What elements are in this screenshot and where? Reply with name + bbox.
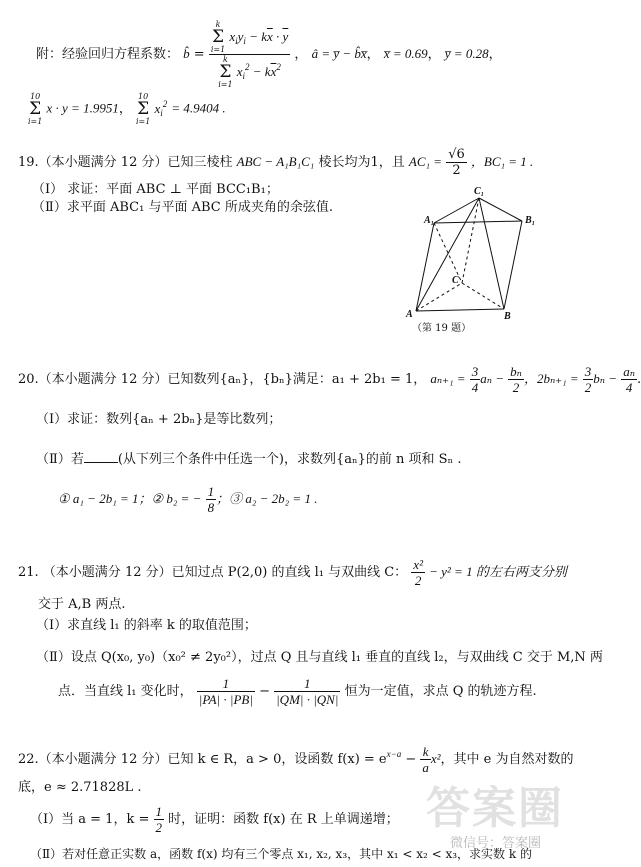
equals: =	[189, 47, 209, 62]
label-b: B	[504, 311, 511, 322]
b-hat-fraction: k Σ i=1 $x_iy_i - k\overline{x} \cdot \overline{y}$ k Σ i=1 $x_i^2 - k\overline{x}^2$	[210, 20, 289, 89]
label-c1: C₁	[474, 186, 485, 197]
edge-cb-dashed	[462, 283, 504, 309]
sum-x2: = 4.9404 .	[171, 100, 226, 116]
edge-c1b	[479, 198, 504, 309]
q22-part2: （Ⅱ）若对任意正实数 a，函数 f(x) 均有三个零点 x₁, x₂, x₃，其中 x₁ < x₂ < x₃，求实数 k 的	[30, 847, 532, 861]
label-c: C	[452, 275, 459, 286]
edge-b1b	[504, 221, 522, 309]
edge-ab	[416, 309, 504, 311]
q19-part1: （Ⅰ） 求证：平面 ABC ⊥ 平面 BCC₁B₁；	[32, 182, 279, 197]
edge-cc1-dashed	[462, 198, 479, 283]
watermark-big: 答案圈	[426, 783, 564, 834]
q22-head: 22.（本小题满分 12 分）已知 k ∈ R，a > 0，设函数 $f(x) = e^{x-a}$ − $\frac{k}{a}$ x²，其中 e 为自然对数的	[18, 744, 574, 775]
q20-head: 20.（本小题满分 12 分）已知数列{aₙ}，{bₙ}满足：a₁ + 2b₁ = 1， aₙ₊₁ = $\frac{3}{4}$ aₙ − $\frac{\text{bₙ}}{2}$ ，2bₙ₊₁ = $\frac{3}{2}$ bₙ − $\frac{\text{aₙ}}{4}$ .	[18, 364, 641, 395]
q20-part2: （Ⅱ）若 (从下列三个条件中任选一个)，求数列{aₙ}的前 n 项和 Sₙ .	[36, 452, 462, 467]
q19-part2: （Ⅱ）求平面 ABC₁ 与平面 ABC 所成夹角的余弦值.	[32, 200, 333, 215]
formula-prefix: 附：经验回归方程系数：	[36, 47, 180, 62]
sum-xy: x · y = 1.9951	[46, 100, 119, 116]
label-b1: B₁	[525, 215, 536, 226]
formula-line: 附：经验回归方程系数： b̂ = k Σ i=1 $x_iy_i - k\overline{x} \cdot \overline{y}$ k Σ i=1 $x_i^2 - k\overline{x}^2$ ， â = y̅ − b̂x̅， x̅ = 0.69， y̅ = 0.28，	[36, 20, 502, 89]
figure-caption: （第 19 题）	[412, 323, 472, 334]
prism-figure	[404, 183, 544, 335]
sum10-symbol: 10 Σ i=1	[28, 92, 43, 126]
q21-part3: 点．当直线 l₁ 变化时， $\frac{1}{|PA| \cdot |PB|}$ − $\frac{1}{|QM| \cdot |QN|}$ 恒为一定值，求点 Q 的轨迹方程.	[58, 676, 537, 707]
y-bar: y̅ = 0.28	[444, 46, 489, 61]
q20-part1: （Ⅰ）求证：数列{aₙ + 2bₙ}是等比数列；	[36, 412, 282, 427]
q21-line2: 交于 A,B 两点.	[38, 597, 126, 612]
q21-head: 21. （本小题满分 12 分）已知过点 P(2,0) 的直线 l₁ 与双曲线 C： $\frac{\text{x²}}{2}$ − y² = 1 的左右两支分别	[18, 557, 567, 588]
edge-a1a	[416, 223, 434, 311]
edge-c1b1	[479, 198, 522, 221]
x-bar: x̅ = 0.69	[383, 46, 428, 61]
watermark-small: 微信号：答案圈	[450, 836, 542, 851]
b-hat: b̂	[183, 46, 190, 61]
q20-conditions: ① a₁ − 2b₁ = 1；② b₂ = − $\frac{1}{8}$ ；③ a₂ − 2b₂ = 1 .	[58, 484, 318, 515]
label-a: A	[406, 309, 413, 320]
q21-part1: （Ⅰ）求直线 l₁ 的斜率 k 的取值范围；	[36, 618, 257, 633]
sum10-symbol-2: 10 Σ i=1	[135, 92, 151, 126]
a-hat: â = y̅ − b̂x̅	[311, 46, 367, 61]
watermark	[420, 770, 590, 865]
q21-part2: （Ⅱ）设点 Q(x₀, y₀)（x₀² ≠ 2y₀²），过点 Q 且与直线 l₁ 垂直的直线 l₂，与双曲线 C 交于 M,N 两	[36, 650, 603, 665]
condition-blank[interactable]	[84, 462, 118, 463]
edge-ac-dashed	[416, 283, 462, 311]
sqrt6-over-2: $\frac{√6}{2}$	[448, 147, 465, 178]
edge-a1b1	[434, 221, 522, 223]
q22-part1: （Ⅰ）当 a = 1，k = $\frac{1}{2}$ 时，证明：函数 f(x) 在 R 上单调递增；	[30, 804, 399, 835]
label-a1: A₁	[424, 215, 435, 226]
sum-values-line: 10 Σ i=1 x · y = 1.9951， 10 Σ i=1 $x_i^2 = 4.9404$ .	[28, 92, 226, 126]
q22-line2: 底，e ≈ 2.71828L .	[18, 780, 142, 795]
q19-head: 19.（本小题满分 12 分）已知三棱柱 ABC − A₁B₁C₁ 棱长均为1，且 AC₁ = $\frac{√6}{2}$ ，BC₁ = 1 .	[18, 147, 534, 178]
